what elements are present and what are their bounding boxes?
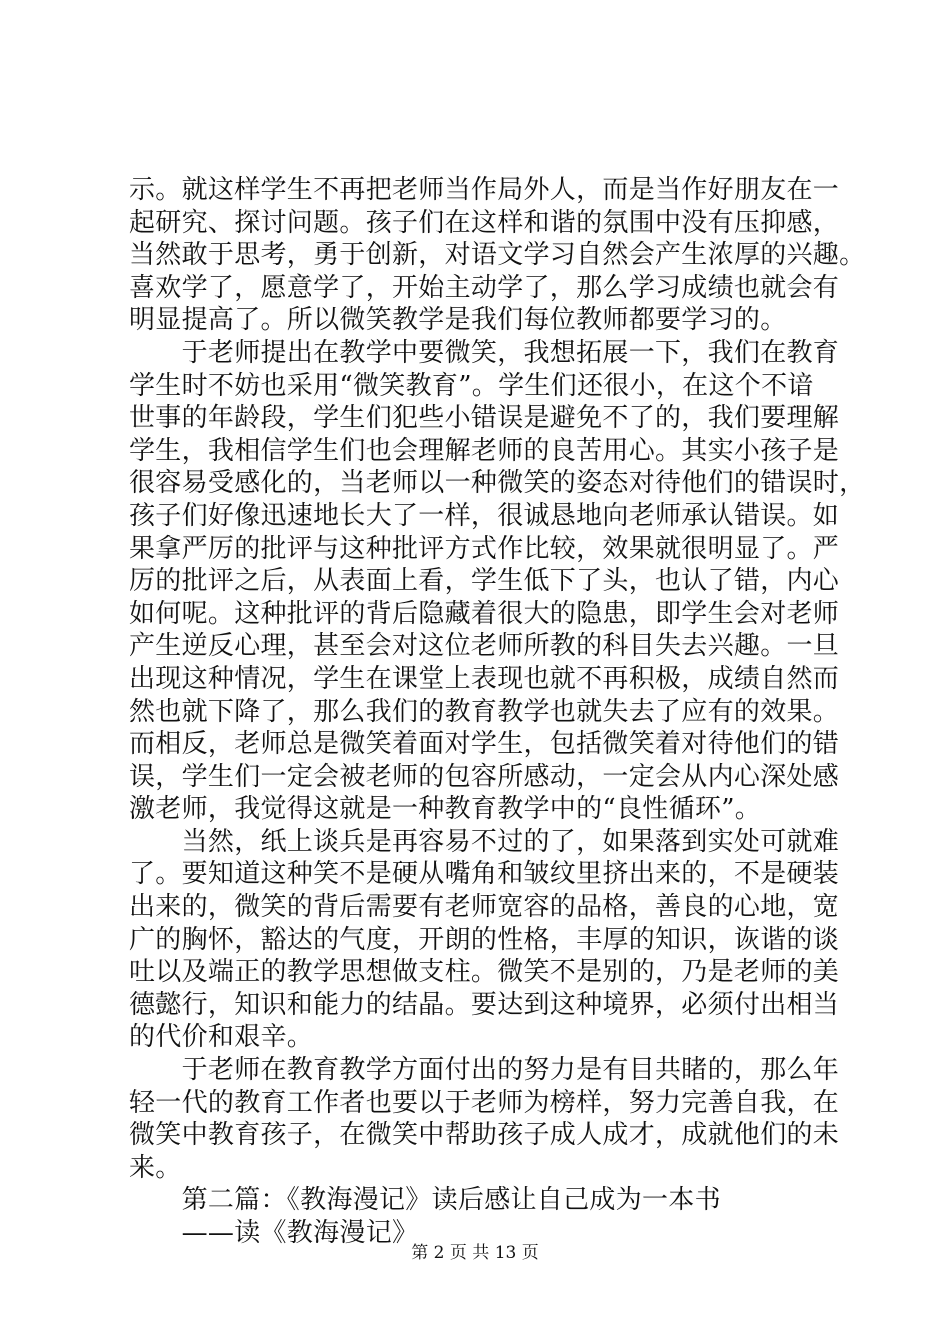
text-line: 喜欢学了，愿意学了，开始主动学了，那么学习成绩也就会有 (129, 272, 840, 303)
text-line: 出现这种情况，学生在课堂上表现也就不再积极，成绩自然而 (129, 663, 840, 694)
text-line: 于老师在教育教学方面付出的努力是有目共睹的，那么年 (129, 1055, 840, 1086)
text-line: 厉的批评之后，从表面上看，学生低下了头，也认了错，内心 (129, 566, 840, 597)
text-line: 学生，我相信学生们也会理解老师的良苦用心。其实小孩子是 (129, 435, 840, 466)
text-line: 吐以及端正的教学思想做支柱。微笑不是别的，乃是老师的美 (129, 957, 840, 988)
text-line: 孩子们好像迅速地长大了一样，很诚恳地向老师承认错误。如 (129, 500, 840, 531)
text-line: 来。 (129, 1152, 182, 1183)
text-line: 产生逆反心理，甚至会对这位老师所教的科目失去兴趣。一旦 (129, 631, 840, 662)
text-line: 广的胸怀，豁达的气度，开朗的性格，丰厚的知识，诙谐的谈 (129, 924, 840, 955)
text-line: 于老师提出在教学中要微笑，我想拓展一下，我们在教育 (129, 337, 840, 368)
text-line: 的代价和艰辛。 (129, 1022, 314, 1053)
text-line: 然也就下降了，那么我们的教育教学也就失去了应有的效果。 (129, 696, 840, 727)
text-line: 当然，纸上谈兵是再容易不过的了，如果落到实处可就难 (129, 826, 840, 857)
text-line: 示。就这样学生不再把老师当作局外人，而是当作好朋友在一 (129, 175, 840, 205)
text-line: 出来的，微笑的背后需要有老师宽容的品格，善良的心地，宽 (129, 892, 840, 923)
page-footer: 第 2 页 共 13 页 (411, 1243, 539, 1263)
text-line: 而相反，老师总是微笑着面对学生，包括微笑着对待他们的错 (129, 729, 840, 760)
document-body (129, 174, 866, 1250)
text-line: 世事的年龄段，学生们犯些小错误是避免不了的，我们要理解 (129, 403, 840, 434)
text-line: 学生时不妨也采用“微笑教育”。学生们还很小，在这个不谙 (129, 370, 814, 401)
text-line: 第二篇：《教海漫记》读后感让自己成为一本书 (129, 1185, 721, 1216)
text-line: 明显提高了。所以微笑教学是我们每位教师都要学习的。 (129, 305, 787, 336)
text-line: 如何呢。这种批评的背后隐藏着很大的隐患，即学生会对老师 (129, 598, 840, 629)
text-line: ——读《教海漫记》 (129, 1218, 419, 1248)
text-line: 起研究、探讨问题。孩子们在这样和谐的氛围中没有压抑感， (129, 207, 840, 238)
text-line: 微笑中教育孩子，在微笑中帮助孩子成人成才，成就他们的未 (129, 1120, 840, 1151)
text-line: 果拿严厉的批评与这种批评方式作比较，效果就很明显了。严 (129, 533, 840, 564)
text-line: 了。要知道这种笑不是硬从嘴角和皱纹里挤出来的，不是硬装 (129, 859, 840, 890)
text-line: 德懿行，知识和能力的结晶。要达到这种境界，必须付出相当 (129, 989, 840, 1020)
text-line: 轻一代的教育工作者也要以于老师为榜样，努力完善自我，在 (129, 1087, 840, 1118)
text-line: 当然敢于思考，勇于创新，对语文学习自然会产生浓厚的兴趣。 (129, 240, 866, 271)
text-line: 误，学生们一定会被老师的包容所感动，一定会从内心深处感 (129, 761, 840, 792)
text-line: 很容易受感化的，当老师以一种微笑的姿态对待他们的错误时， (129, 468, 866, 499)
text-line: 激老师，我觉得这就是一种教育教学中的“良性循环”。 (129, 794, 762, 825)
